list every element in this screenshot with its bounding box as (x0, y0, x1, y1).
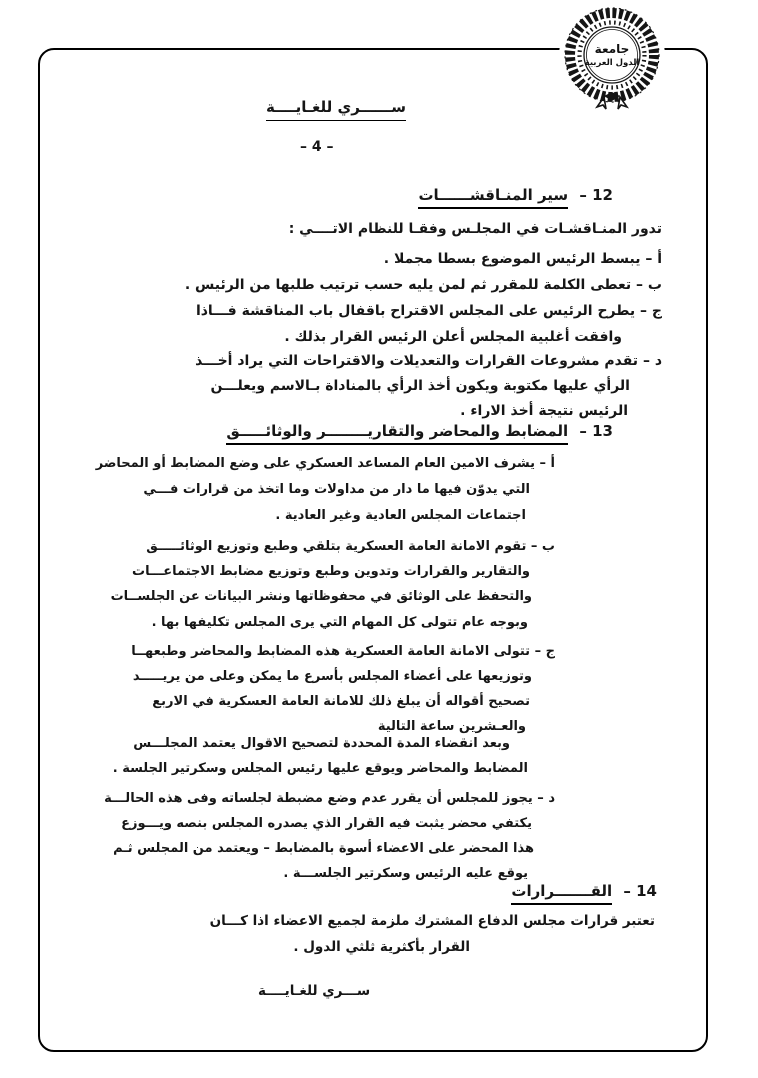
section-12-item-d-line-3: الرئيس نتيجة أخذ الاراء . (460, 403, 628, 419)
section-12-number: 12 – (579, 186, 613, 204)
section-13-heading (226, 422, 613, 441)
section-12-item-d-line-2: الرأي عليها مكتوبة ويكون أخذ الرأي بالمناداة بـالاسم ويعلـــن (210, 378, 630, 394)
section-12-heading (418, 186, 613, 205)
section-12-item-j-line-1: ج – يطرح الرئيس على المجلس الاقتراح باقفال باب المناقشة فـــاذا (195, 303, 662, 319)
section-13-item-j-line-1: ج – تتولى الامانة العامة العسكرية هذه المضابط والمحاضر وطبعهــا (131, 644, 555, 659)
emblem-calligraphy-bottom: الدول العربية (584, 58, 640, 68)
section-12-intro: تدور المنـاقشـات في المجلـس وفقـا للنظام الاتــــي : (288, 221, 662, 237)
section-13-item-b-line-3: والتحفظ على الوثائق في محفوظاتها ونشر البيانات عن الجلســات (110, 589, 532, 604)
section-12-item-d-line-1: د – تقدم مشروعات القرارات والتعديلات والاقتراحات التي يراد أخـــذ (195, 353, 662, 369)
classification-footer: ســـري للغـايــــة (258, 983, 371, 999)
section-12-item-a-line-1: أ – يبسط الرئيس الموضوع بسطا مجملا . (383, 251, 662, 267)
section-13-item-b-line-2: والتقارير والقرارات وتدوين وطبع وتوزيع مضابط الاجتماعـــات (132, 564, 530, 579)
emblem-calligraphy-top: جامعة (594, 42, 630, 56)
section-13-item-b-line-1: ب – تقوم الامانة العامة العسكرية بتلقي وطبع وتوزيع الوثائـــــق (146, 539, 555, 554)
section-12-item-b-line-1: ب – تعطى الكلمة للمقرر ثم لمن يليه حسب ترتيب طلبها من الرئيس . (184, 277, 662, 293)
section-14-paragraph-line-1: تعتبر قرارات مجلس الدفاع المشترك ملزمة لجميع الاعضاء اذا كـــان (209, 913, 655, 929)
section-13-number: 13 – (579, 422, 613, 440)
section-12-title: سير المنـاقشــــــات (418, 186, 568, 209)
classification-header-text: ســــــري للغـايــــة (266, 98, 406, 121)
section-13-item-d-line-4: يوقع عليه الرئيس وسكرتير الجلســـة . (283, 866, 528, 881)
page-number: – 4 – (300, 139, 334, 155)
section-14-heading (511, 882, 657, 901)
section-14-title: القـــــــرارات (511, 882, 612, 905)
section-13-item-j-line-4: والعـشرين ساعة التالية (377, 719, 526, 734)
section-13-item-j-cont-line-2: المضابط والمحاضر ويوقع عليها رئيس المجلس وسكرتير الجلسة . (112, 761, 528, 776)
section-12-item-j-line-2: وافقت أغلبية المجلس أعلن الرئيس القرار بذلك . (284, 329, 622, 345)
section-13-item-j-line-3: تصحيح أقواله أن يبلغ ذلك للامانة العامة العسكرية في الاربع (152, 694, 530, 709)
section-13-item-a-line-1: أ – يشرف الامين العام المساعد العسكري على وضع المضابط أو المحاضر (95, 456, 555, 471)
section-13-item-d-line-2: يكتفي محضر يثبت فيه القرار الذي يصدره المجلس بنصه ويـــوزع (121, 816, 532, 831)
section-13-item-a-line-2: التي يدوّن فيها ما دار من مداولات وما اتخذ من قرارات فـــي (143, 482, 530, 497)
section-13-item-d-line-3: هذا المحضر على الاعضاء أسوة بالمضابط – ويعتمد من المجلس ثـم (113, 841, 534, 856)
classification-header (266, 98, 406, 117)
section-14-paragraph-line-2: القرار بأكثرية ثلثي الدول . (293, 939, 470, 955)
section-13-item-d-line-1: د – يجوز للمجلس أن يقرر عدم وضع مضبطة لجلساته وفى هذه الحالـــة (104, 791, 555, 806)
section-13-item-j-line-2: وتوزيعها على أعضاء المجلس بأسرع ما يمكن وعلى من يريـــــد (132, 669, 532, 684)
arab-league-emblem-icon (556, 1, 668, 113)
section-13-item-a-line-3: اجتماعات المجلس العادية وغير العادية . (275, 508, 526, 523)
section-14-number: 14 – (623, 882, 657, 900)
section-13-item-j-cont-line-1: وبعد انقضاء المدة المحددة لتصحيح الاقوال يعتمد المجلـــس (133, 736, 510, 751)
section-13-title: المضابط والمحاضر والتقاريــــــــر والوثائـــــق (226, 422, 568, 445)
section-13-item-b-line-4: وبوجه عام تتولى كل المهام التي يرى المجلس تكليفها بها . (151, 615, 528, 630)
